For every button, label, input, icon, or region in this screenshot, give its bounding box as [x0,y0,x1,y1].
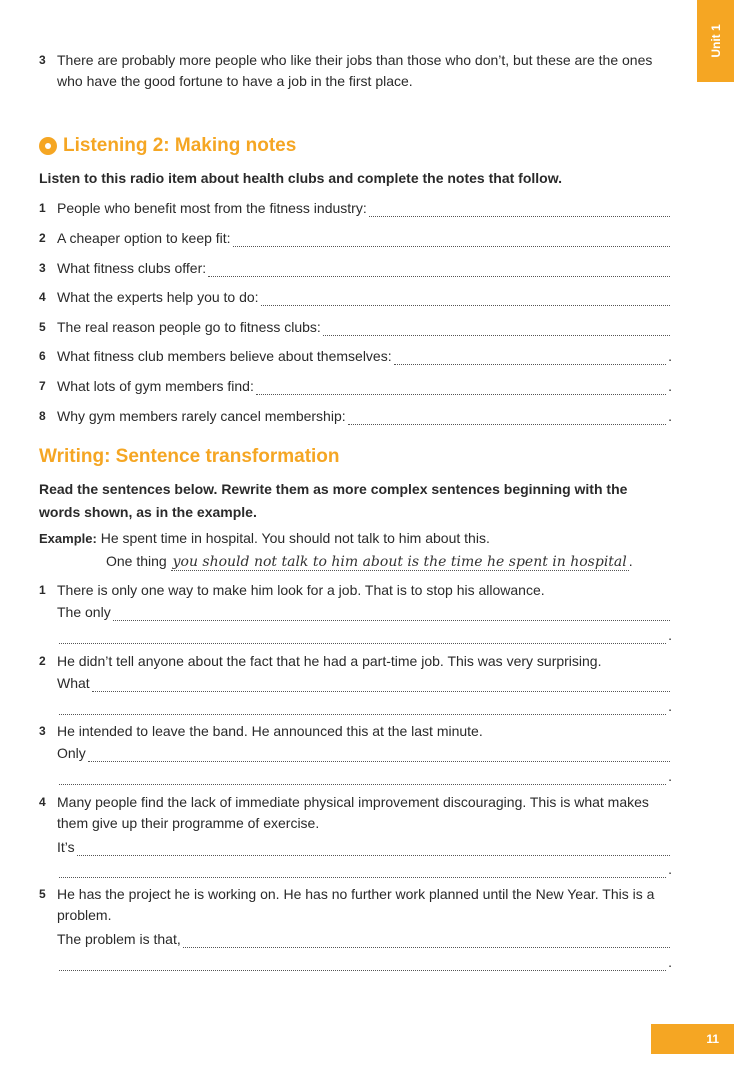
note-line-3[interactable] [39,259,672,277]
note-prompt: People who benefit most from the fitness industry: [57,200,367,216]
item-text: There is only one way to make him look for a job. That is to stop his allowance. [57,582,545,598]
item-number: 2 [39,654,46,668]
item-text: He didn’t tell anyone about the fact that he had a part-time job. This was very surprising. [57,653,602,669]
note-prompt: What the experts help you to do: [57,289,259,305]
answer-line[interactable] [57,838,672,856]
note-line-4[interactable] [39,288,672,306]
example-prompt: One thing [106,553,167,569]
example-handwritten-answer: you should not talk to him about is the time he spent in hospital [172,554,627,570]
answer-prompt: What [57,675,90,691]
writing-item-5 [39,884,672,926]
writing-item-2 [39,651,672,672]
answer-blank[interactable] [59,956,666,971]
answer-blank[interactable] [92,677,670,692]
note-line-6[interactable] [39,347,672,365]
end-mark: . [668,348,672,364]
example [39,528,672,549]
item-number: 5 [39,320,46,334]
end-mark: . [668,627,672,643]
item-text: He has the project he is working on. He has no further work planned until the New Year. This is a problem. [57,886,655,923]
item-number: 3 [39,53,46,67]
answer-blank[interactable] [183,933,670,948]
answer-blank[interactable] [348,410,666,425]
item-number: 3 [39,724,46,738]
item-number: 6 [39,349,46,363]
answer-line[interactable] [57,930,672,948]
item-number: 5 [39,887,46,901]
listening-heading [39,135,296,157]
note-prompt: Why gym members rarely cancel membership: [57,408,346,424]
intro-item [39,50,672,92]
answer-blank[interactable] [88,747,670,762]
note-line-7[interactable] [39,377,672,395]
end-mark: . [628,553,633,569]
answer-blank[interactable] [113,606,670,621]
answer-line[interactable] [57,953,672,971]
answer-prompt: It’s [57,839,75,855]
end-mark: . [668,378,672,394]
item-number: 1 [39,583,46,597]
answer-blank[interactable] [59,770,666,785]
writing-item-1 [39,580,672,601]
page-number-label: 11 [706,1032,719,1046]
answer-prompt: Only [57,745,86,761]
item-number: 8 [39,409,46,423]
answer-blank[interactable] [59,629,666,644]
note-prompt: A cheaper option to keep fit: [57,230,231,246]
audio-cd-icon [39,137,57,155]
note-line-2[interactable] [39,229,672,247]
item-text: There are probably more people who like their jobs than those who don’t, but these are the ones who have the good fortune to have a job in the first place. [57,52,653,89]
writing-title: Writing: Sentence transformation [39,446,340,467]
answer-line[interactable] [57,674,672,692]
answer-blank[interactable] [208,262,670,277]
answer-line[interactable] [57,603,672,621]
page-number [651,1024,734,1054]
item-text: He intended to leave the band. He announced this at the last minute. [57,723,483,739]
note-line-8[interactable] [39,407,672,425]
answer-line[interactable] [57,697,672,715]
item-number: 2 [39,231,46,245]
answer-line[interactable] [57,860,672,878]
end-mark: . [668,408,672,424]
answer-prompt: The only [57,604,111,620]
note-prompt: What lots of gym members find: [57,378,254,394]
item-number: 3 [39,261,46,275]
item-number: 4 [39,290,46,304]
answer-blank[interactable] [59,863,666,878]
answer-blank[interactable] [394,350,667,365]
end-mark: . [668,698,672,714]
writing-instruction: Read the sentences below. Rewrite them as more complex sentences beginning with the words shown, as in the example. [39,481,628,520]
answer-line[interactable] [57,767,672,785]
answer-blank[interactable] [77,841,670,856]
answer-blank[interactable] [233,232,670,247]
item-number: 7 [39,379,46,393]
note-line-1[interactable] [39,199,672,217]
item-number: 4 [39,795,46,809]
example-text: He spent time in hospital. You should not talk to him about this. [100,530,490,546]
writing-item-4 [39,792,672,834]
example-label: Example: [39,531,97,546]
end-mark: . [668,768,672,784]
note-prompt: What fitness club members believe about themselves: [57,348,392,364]
listening-instruction: Listen to this radio item about health clubs and complete the notes that follow. [39,170,562,186]
answer-blank[interactable] [323,321,670,336]
end-mark: . [668,861,672,877]
answer-blank[interactable] [59,700,666,715]
note-prompt: The real reason people go to fitness clubs: [57,319,321,335]
answer-blank[interactable] [261,291,670,306]
answer-blank[interactable] [256,380,666,395]
answer-prompt: The problem is that, [57,931,181,947]
item-text: Many people find the lack of immediate physical improvement discouraging. This is what makes them give up their programme of exercise. [57,794,649,831]
answer-line[interactable] [57,626,672,644]
note-line-5[interactable] [39,318,672,336]
item-number: 1 [39,201,46,215]
answer-line[interactable] [57,744,672,762]
answer-blank[interactable] [369,202,670,217]
unit-tab-label: Unit 1 [708,24,723,58]
unit-tab [697,0,734,82]
example-answer-row [106,551,672,573]
note-prompt: What fitness clubs offer: [57,260,207,276]
writing-item-3 [39,721,672,742]
listening-title: Listening 2: Making notes [63,135,297,156]
end-mark: . [668,954,672,970]
writing-heading [39,446,340,468]
